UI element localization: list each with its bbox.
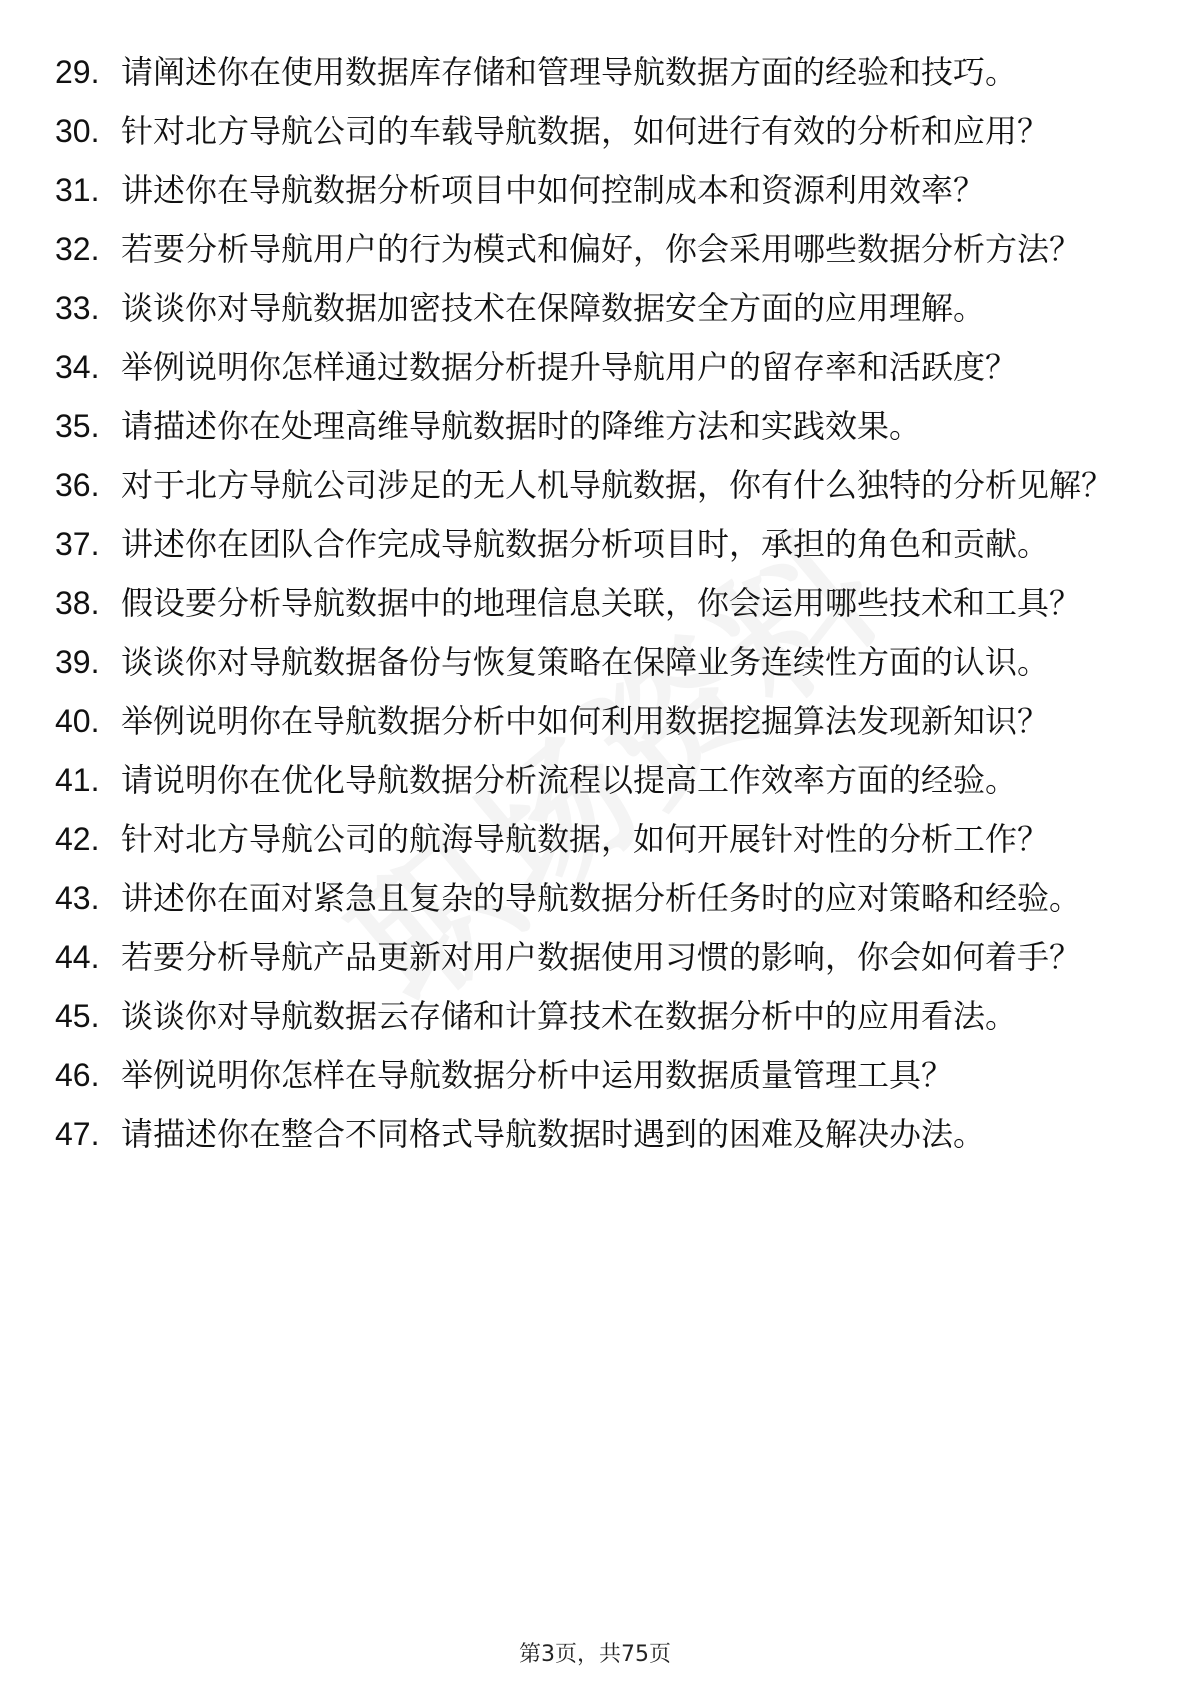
question-number: 47. (55, 1116, 100, 1152)
question-item (55, 406, 1125, 446)
question-text: 讲述你在导航数据分析项目中如何控制成本和资源利用效率？ (121, 171, 986, 209)
question-text: 举例说明你怎样通过数据分析提升导航用户的留存率和活跃度？ (121, 348, 1018, 386)
question-number: 40. (55, 703, 100, 739)
question-number: 41. (55, 762, 100, 798)
question-number: 35. (55, 408, 100, 444)
question-text: 谈谈你对导航数据加密技术在保障数据安全方面的应用理解。 (121, 289, 986, 327)
question-item (55, 701, 1125, 741)
question-text: 针对北方导航公司的车载导航数据，如何进行有效的分析和应用？ (121, 112, 1050, 150)
question-text: 谈谈你对导航数据云存储和计算技术在数据分析中的应用看法。 (121, 997, 1018, 1035)
question-text: 针对北方导航公司的航海导航数据，如何开展针对性的分析工作？ (121, 820, 1050, 858)
question-number: 42. (55, 821, 100, 857)
question-number: 31. (55, 172, 100, 208)
question-number: 29. (55, 54, 100, 90)
question-number: 37. (55, 526, 100, 562)
question-text: 请描述你在整合不同格式导航数据时遇到的困难及解决办法。 (121, 1115, 986, 1153)
question-item (55, 170, 1125, 210)
question-number: 46. (55, 1057, 100, 1093)
question-text: 讲述你在面对紧急且复杂的导航数据分析任务时的应对策略和经验。 (121, 879, 1082, 917)
question-list (55, 52, 1125, 1173)
question-number: 32. (55, 231, 100, 267)
question-item (55, 524, 1125, 564)
question-item (55, 878, 1125, 918)
question-number: 33. (55, 290, 100, 326)
question-item (55, 288, 1125, 328)
question-item (55, 1114, 1125, 1154)
page-number-label: 第3页，共75页 (519, 1642, 671, 1667)
question-text: 谈谈你对导航数据备份与恢复策略在保障业务连续性方面的认识。 (121, 643, 1050, 681)
question-text: 对于北方导航公司涉足的无人机导航数据，你有什么独特的分析见解？ (121, 466, 1114, 504)
question-text: 请描述你在处理高维导航数据时的降维方法和实践效果。 (121, 407, 922, 445)
question-item (55, 996, 1125, 1036)
question-item (55, 347, 1125, 387)
question-item (55, 229, 1125, 269)
question-text: 举例说明你在导航数据分析中如何利用数据挖掘算法发现新知识？ (121, 702, 1050, 740)
question-item (55, 111, 1125, 151)
question-number: 39. (55, 644, 100, 680)
question-item (55, 819, 1125, 859)
question-item (55, 760, 1125, 800)
question-number: 44. (55, 939, 100, 975)
question-text: 请阐述你在使用数据库存储和管理导航数据方面的经验和技巧。 (121, 53, 1018, 91)
question-text: 若要分析导航产品更新对用户数据使用习惯的影响，你会如何着手？ (121, 938, 1082, 976)
question-item (55, 937, 1125, 977)
question-item (55, 642, 1125, 682)
question-item (55, 465, 1125, 505)
question-number: 30. (55, 113, 100, 149)
question-number: 34. (55, 349, 100, 385)
question-item (55, 583, 1125, 623)
question-item (55, 1055, 1125, 1095)
question-item (55, 52, 1125, 92)
question-number: 36. (55, 467, 100, 503)
question-number: 45. (55, 998, 100, 1034)
question-text: 假设要分析导航数据中的地理信息关联，你会运用哪些技术和工具？ (121, 584, 1082, 622)
question-text: 举例说明你怎样在导航数据分析中运用数据质量管理工具？ (121, 1056, 954, 1094)
question-number: 38. (55, 585, 100, 621)
question-number: 43. (55, 880, 100, 916)
question-text: 若要分析导航用户的行为模式和偏好，你会采用哪些数据分析方法？ (121, 230, 1082, 268)
question-text: 请说明你在优化导航数据分析流程以提高工作效率方面的经验。 (121, 761, 1018, 799)
question-text: 讲述你在团队合作完成导航数据分析项目时，承担的角色和贡献。 (121, 525, 1050, 563)
page-footer (0, 1642, 1190, 1668)
